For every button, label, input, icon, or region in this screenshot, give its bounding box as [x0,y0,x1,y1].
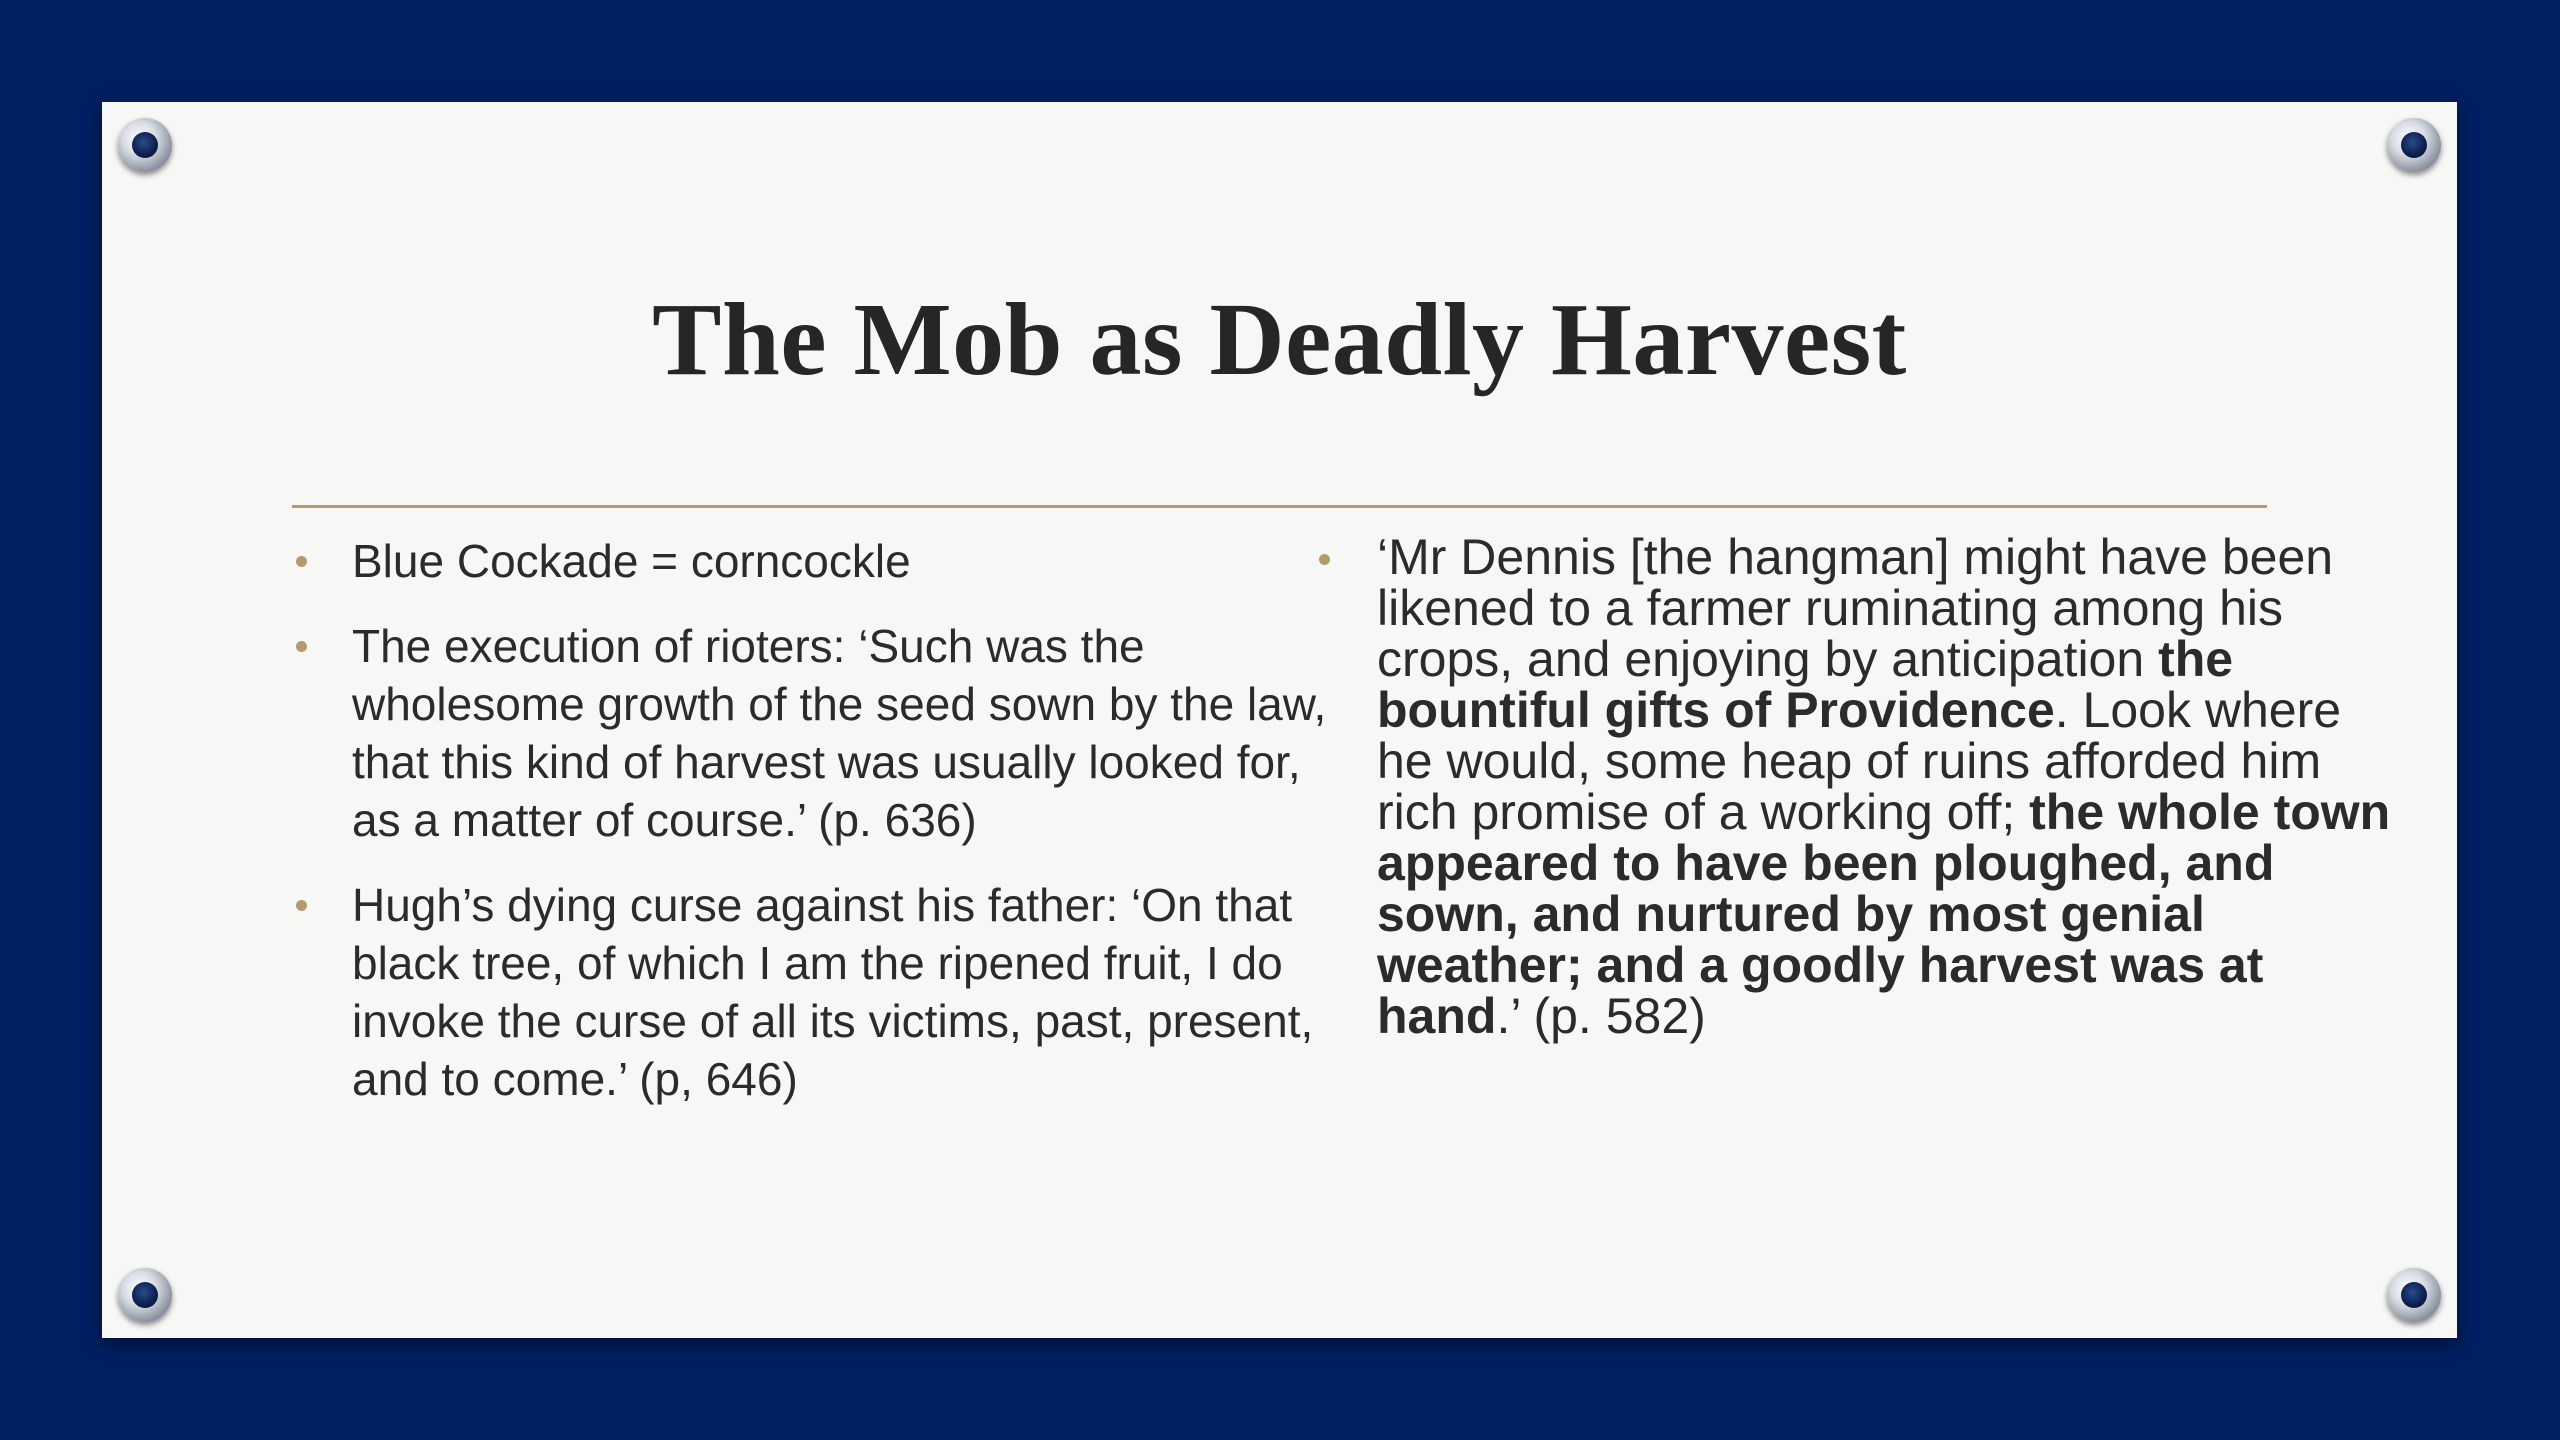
bullet-icon [296,556,307,567]
bullet-item [292,532,1342,590]
quote-bullet-item [1315,529,2395,1044]
bullet-item [292,617,1342,849]
left-bullet-list [292,532,1342,1108]
bullet-icon [296,641,307,652]
bullet-icon [1319,554,1330,565]
bullet-text: The execution of rioters: ‘Such was the wholesome growth of the seed sown by the law, that this kind of harvest was usually looked for, as a matter of course.’ (p. 636) [352,620,1327,846]
slide-card [102,102,2457,1338]
rivet-icon [118,118,172,172]
left-column [292,532,1342,1135]
quote-text [1377,529,2390,1044]
quote-emphasis: the whole town appeared to have been ploughed, and sown, and nurtured by most genial weather; and a goodly harvest was at hand [1377,784,2391,1044]
quote-emphasis: the bountiful gifts of Providence [1377,631,2234,738]
bullet-text: Blue Cockade = corncockle [352,535,911,587]
quote-part: ‘Mr Dennis [the hangman] might have been likened to a farmer ruminating among his crops, and enjoying by anticipation [1377,529,2334,687]
rivet-icon [2387,118,2441,172]
quote-part: .’ (p. 582) [1496,988,1706,1044]
title-divider [292,505,2267,508]
rivet-icon [118,1268,172,1322]
right-column [1315,529,2395,1069]
right-bullet-list [1315,529,2395,1044]
bullet-text: Hugh’s dying curse against his father: ‘On that black tree, of which I am the ripened fruit, I do invoke the curse of all its victims, past, present, and to come.’ (p, 646) [352,879,1314,1105]
bullet-item [292,876,1342,1108]
bullet-icon [296,900,307,911]
rivet-icon [2387,1268,2441,1322]
slide-title: The Mob as Deadly Harvest [652,282,1907,397]
quote-part: . Look where he would, some heap of ruins afforded him rich promise of a working off; [1377,682,2342,840]
